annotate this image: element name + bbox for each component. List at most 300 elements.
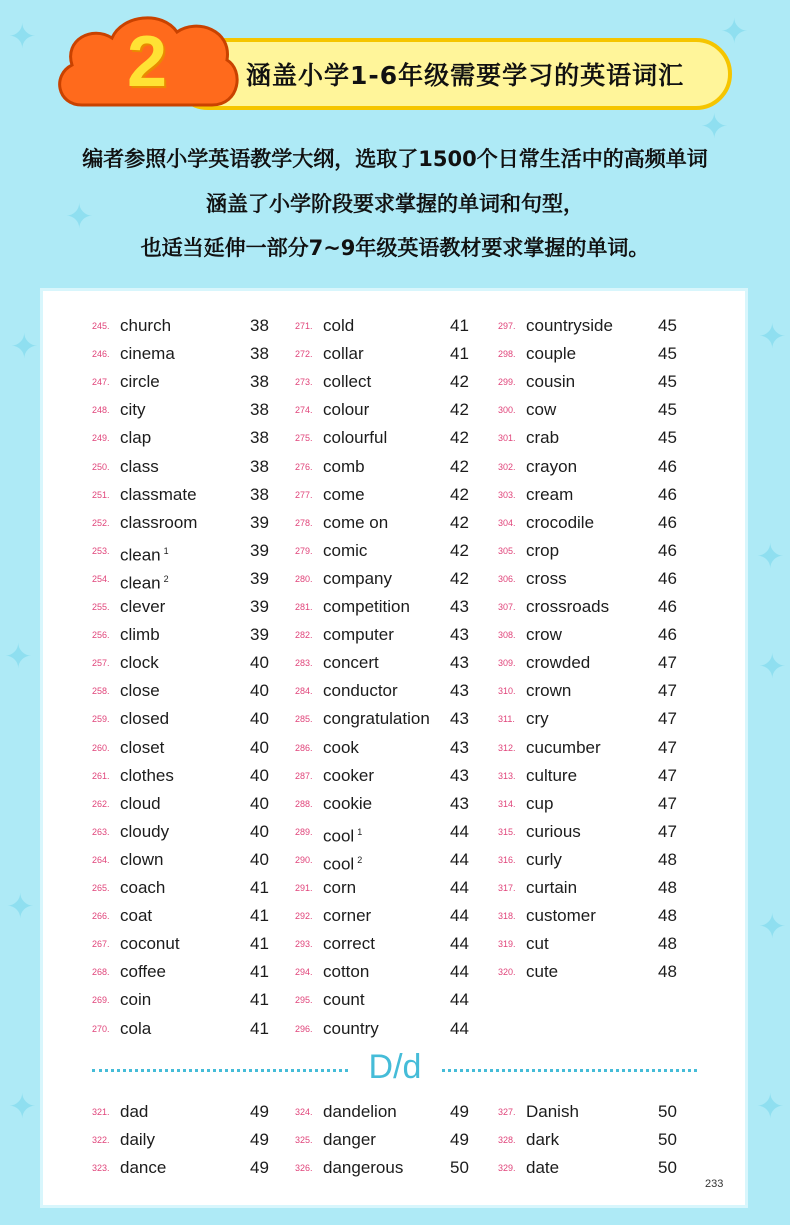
word-index: 326. (295, 1163, 313, 1174)
word-index: 296. (295, 1023, 313, 1034)
word-label: cooker (323, 765, 375, 785)
word-list-item (498, 312, 698, 340)
word-text (323, 902, 371, 930)
word-index: 327. (498, 1107, 516, 1117)
word-text (526, 790, 553, 818)
word-label: daily (120, 1130, 155, 1150)
word-text (120, 705, 169, 733)
sparkle-icon: ✦ (756, 1087, 785, 1127)
word-index: 292. (295, 911, 313, 922)
word-index: 256. (92, 630, 110, 641)
word-text (323, 312, 354, 340)
word-text (526, 902, 596, 930)
word-list-item (498, 790, 698, 818)
word-label: crocodile (526, 512, 595, 532)
word-label: company (323, 568, 392, 588)
word-index: 322. (92, 1135, 110, 1146)
word-index: 323. (92, 1163, 110, 1174)
word-list-item (295, 649, 495, 677)
sparkle-icon: ✦ (65, 197, 94, 237)
word-text (323, 649, 379, 677)
word-index: 271. (295, 321, 313, 331)
section-title-banner (172, 38, 732, 110)
word-index: 293. (295, 939, 313, 950)
word-list-item (295, 874, 495, 902)
word-page-number: 40 (250, 709, 269, 729)
word-index: 302. (498, 461, 516, 472)
word-label: coffee (120, 962, 167, 982)
word-page-number: 43 (450, 737, 469, 757)
word-text (120, 481, 197, 509)
word-text (120, 1154, 166, 1182)
intro-line-1: 编者参照小学英语教学大纲，选取了1500个日常生活中的高频单词 (82, 147, 708, 171)
word-index: 273. (295, 377, 313, 388)
word-index: 301. (498, 433, 516, 444)
word-text (120, 1126, 155, 1154)
word-index: 320. (498, 967, 516, 978)
word-list-item (295, 846, 495, 874)
word-page-number: 45 (658, 400, 677, 420)
word-page-number: 50 (658, 1102, 677, 1121)
word-index: 270. (92, 1023, 110, 1034)
word-page-number: 38 (250, 456, 269, 476)
word-page-number: 39 (250, 512, 269, 532)
word-list-item (92, 424, 292, 452)
word-text (526, 424, 559, 452)
word-page-number: 43 (450, 709, 469, 729)
word-label: dark (526, 1130, 560, 1150)
word-list-item (92, 565, 292, 593)
word-list-item (498, 846, 698, 874)
word-text (526, 1126, 559, 1154)
word-page-number: 49 (250, 1102, 269, 1121)
word-index: 279. (295, 545, 313, 556)
word-label: congratulation (323, 709, 430, 729)
word-page-number: 45 (658, 372, 677, 392)
word-index: 268. (92, 967, 110, 978)
word-label: church (120, 316, 172, 335)
word-label: coat (120, 906, 153, 926)
word-page-number: 43 (450, 653, 469, 673)
word-index: 246. (92, 349, 110, 360)
word-text (323, 565, 392, 593)
word-label: cow (526, 400, 557, 420)
word-text (323, 1154, 403, 1182)
word-page-number: 38 (250, 428, 269, 448)
word-text (323, 424, 387, 452)
word-list-item (498, 762, 698, 790)
word-page-number: 41 (250, 934, 269, 954)
word-text (120, 621, 160, 649)
word-label: cut (526, 934, 549, 954)
word-list-item (295, 930, 495, 958)
section-divider-left (92, 1069, 348, 1072)
word-label: cousin (526, 372, 576, 392)
word-index: 245. (92, 321, 110, 331)
word-text (120, 734, 164, 762)
word-list-item (295, 509, 495, 537)
word-list-item (498, 958, 698, 986)
word-page-number: 46 (658, 512, 677, 532)
word-index: 312. (498, 742, 516, 753)
word-text (323, 930, 375, 958)
word-page-number: 38 (250, 372, 269, 392)
word-list-item (295, 593, 495, 621)
word-list-item (295, 986, 495, 1014)
word-index: 295. (295, 995, 313, 1006)
word-list-item (295, 396, 495, 424)
word-list-item (295, 762, 495, 790)
word-index: 259. (92, 714, 110, 725)
word-page-number: 44 (450, 906, 469, 926)
word-index: 303. (498, 489, 516, 500)
word-index: 274. (295, 405, 313, 416)
word-list-item (92, 677, 292, 705)
word-index: 263. (92, 826, 110, 837)
word-list-item (92, 705, 292, 733)
word-list-item (498, 1098, 698, 1126)
word-label: crop (526, 540, 560, 560)
word-label: comb (323, 456, 365, 476)
word-list-item (295, 1015, 495, 1043)
word-label: count (323, 990, 365, 1010)
word-index: 277. (295, 489, 313, 500)
word-list-item (92, 368, 292, 396)
word-text (526, 705, 549, 733)
word-index: 266. (92, 911, 110, 922)
word-label: comic (323, 540, 368, 560)
word-list-item (92, 621, 292, 649)
word-index: 249. (92, 433, 110, 444)
word-label: cry (526, 709, 549, 729)
word-index: 314. (498, 798, 516, 809)
sparkle-icon: ✦ (8, 17, 37, 57)
word-page-number: 40 (250, 653, 269, 673)
word-index: 269. (92, 995, 110, 1006)
word-label: crossroads (526, 597, 610, 616)
word-page-number: 40 (250, 737, 269, 757)
word-text (120, 453, 159, 481)
word-page-number: 49 (250, 1130, 269, 1150)
word-list-item (92, 481, 292, 509)
word-index: 276. (295, 461, 313, 472)
word-page-number: 42 (450, 568, 469, 588)
word-page-number: 39 (250, 597, 269, 616)
word-text (526, 481, 573, 509)
word-index: 247. (92, 377, 110, 388)
word-index: 325. (295, 1135, 313, 1146)
word-page-number: 40 (250, 681, 269, 701)
word-label: clean (120, 545, 161, 565)
word-index: 285. (295, 714, 313, 725)
word-sense-superscript: 2 (357, 854, 363, 865)
word-list-item (295, 424, 495, 452)
word-index: 258. (92, 686, 110, 697)
word-page-number: 44 (450, 1018, 469, 1038)
word-text (526, 818, 581, 846)
word-text (120, 509, 197, 537)
word-index: 281. (295, 602, 313, 612)
word-label: cold (323, 316, 355, 335)
word-page-number: 41 (250, 962, 269, 982)
word-text (323, 677, 398, 705)
word-label: close (120, 681, 160, 701)
word-index: 304. (498, 517, 516, 528)
word-text (526, 453, 577, 481)
section-number: 2 (126, 22, 168, 102)
word-list-item (295, 902, 495, 930)
word-list-item (92, 958, 292, 986)
word-label: crown (526, 681, 572, 701)
word-label: cucumber (526, 737, 601, 757)
word-list-item (498, 621, 698, 649)
word-text (526, 312, 613, 340)
word-page-number: 49 (450, 1102, 469, 1121)
word-text (120, 677, 160, 705)
word-index: 250. (92, 461, 110, 472)
word-list-item (498, 930, 698, 958)
word-page-number: 48 (658, 962, 677, 982)
word-list-item (92, 846, 292, 874)
word-page-number: 48 (658, 878, 677, 897)
word-label: crow (526, 625, 562, 645)
word-page-number: 46 (658, 456, 677, 476)
word-index: 262. (92, 798, 110, 809)
word-page-number: 43 (450, 793, 469, 813)
word-text (526, 958, 558, 986)
word-list-item (498, 874, 698, 902)
word-label: curious (526, 821, 581, 841)
word-label: cinema (120, 344, 175, 364)
word-index: 329. (498, 1163, 516, 1174)
word-list-item (498, 705, 698, 733)
word-list-item (498, 902, 698, 930)
word-index: 316. (498, 854, 516, 865)
word-page-number: 41 (250, 878, 269, 897)
word-label: cookie (323, 793, 373, 813)
word-page-number: 38 (250, 484, 269, 504)
word-index: 257. (92, 658, 110, 669)
word-page-number: 49 (250, 1158, 269, 1178)
word-text (120, 1098, 148, 1126)
word-index: 313. (498, 770, 516, 781)
word-index: 275. (295, 433, 313, 444)
sparkle-icon: ✦ (756, 537, 785, 577)
word-list-item (295, 1098, 495, 1126)
word-text (120, 958, 166, 986)
word-page-number: 41 (250, 990, 269, 1010)
word-label: cook (323, 737, 359, 757)
word-list-item (92, 874, 292, 902)
word-label: circle (120, 372, 160, 392)
word-index: 324. (295, 1107, 313, 1117)
word-label: customer (526, 906, 596, 926)
word-text (526, 565, 567, 593)
word-label: curly (526, 849, 562, 869)
word-text (526, 509, 594, 537)
word-label: coconut (120, 934, 180, 954)
word-text (323, 509, 388, 537)
word-page-number: 43 (450, 597, 469, 616)
word-list-item (295, 958, 495, 986)
word-index: 319. (498, 939, 516, 950)
word-label: dance (120, 1158, 167, 1178)
word-sense-superscript: 1 (163, 545, 169, 556)
word-index: 272. (295, 349, 313, 360)
word-label: classmate (120, 484, 197, 504)
word-index: 283. (295, 658, 313, 669)
word-text (120, 846, 163, 874)
sparkle-icon: ✦ (8, 1087, 37, 1127)
word-text (120, 930, 180, 958)
word-index: 307. (498, 602, 516, 612)
word-page-number: 49 (450, 1130, 469, 1150)
word-list-item (295, 621, 495, 649)
word-page-number: 41 (250, 906, 269, 926)
word-label: dandelion (323, 1102, 397, 1121)
section-title: 涵盖小学1-6年级需要学习的英语词汇 (246, 61, 685, 90)
word-page-number: 47 (658, 821, 677, 841)
word-list-item (498, 424, 698, 452)
sparkle-icon: ✦ (700, 107, 729, 147)
word-list-item (92, 1154, 292, 1182)
word-label: colourful (323, 428, 388, 448)
word-page-number: 45 (658, 344, 677, 364)
word-page-number: 48 (658, 906, 677, 926)
word-label: cotton (323, 962, 370, 982)
word-list-item (92, 537, 292, 565)
word-page-number: 40 (250, 793, 269, 813)
word-list-item (92, 762, 292, 790)
word-index: 310. (498, 686, 516, 697)
word-sense-superscript: 1 (357, 826, 363, 837)
word-label: danger (323, 1130, 376, 1150)
word-list-item (92, 649, 292, 677)
word-page-number: 38 (250, 316, 269, 335)
word-label: corn (323, 878, 357, 897)
word-list-item (295, 790, 495, 818)
word-label: coin (120, 990, 152, 1010)
word-list-item (92, 734, 292, 762)
word-page-number: 44 (450, 821, 469, 841)
word-page-number: 42 (450, 456, 469, 476)
word-page-number: 41 (450, 344, 469, 364)
word-text (323, 762, 374, 790)
word-label: climb (120, 625, 160, 645)
word-list-item (295, 734, 495, 762)
word-text (526, 874, 577, 902)
word-list-item (295, 453, 495, 481)
word-list-item (92, 1015, 292, 1043)
sparkle-icon: ✦ (4, 637, 33, 677)
word-list-item (92, 818, 292, 846)
word-label: cloudy (120, 821, 170, 841)
word-index: 309. (498, 658, 516, 669)
word-page-number: 40 (250, 765, 269, 785)
word-label: clap (120, 428, 152, 448)
word-label: conductor (323, 681, 398, 701)
word-index: 278. (295, 517, 313, 528)
word-text (323, 986, 365, 1014)
word-index: 252. (92, 517, 110, 528)
word-index: 298. (498, 349, 516, 360)
word-page-number: 44 (450, 849, 469, 869)
word-text (120, 312, 171, 340)
word-label: closed (120, 709, 170, 729)
word-list-item (92, 453, 292, 481)
word-page-number: 39 (250, 568, 269, 588)
word-list-item (498, 565, 698, 593)
word-page-number: 44 (450, 934, 469, 954)
word-list-item (92, 509, 292, 537)
word-label: couple (526, 344, 577, 364)
word-text (120, 424, 151, 452)
word-page-number: 43 (450, 625, 469, 645)
word-text (526, 621, 562, 649)
word-text (526, 593, 609, 621)
word-page-number: 47 (658, 681, 677, 701)
word-label: computer (323, 625, 394, 645)
word-page-number: 48 (658, 934, 677, 954)
word-text (323, 1098, 397, 1126)
word-text (120, 368, 160, 396)
word-list-item (498, 1126, 698, 1154)
word-page-number: 42 (450, 512, 469, 532)
word-page-number: 45 (658, 316, 677, 335)
word-list-item (92, 986, 292, 1014)
word-page-number: 44 (450, 990, 469, 1010)
word-label: corner (323, 906, 372, 926)
word-page-number: 44 (450, 962, 469, 982)
word-page-number: 39 (250, 625, 269, 645)
word-label: collar (323, 344, 364, 364)
word-text (526, 368, 575, 396)
word-page-number: 42 (450, 484, 469, 504)
word-page-number: 42 (450, 428, 469, 448)
word-list-item (498, 340, 698, 368)
word-text (120, 649, 159, 677)
word-index: 255. (92, 602, 110, 612)
word-page-number: 50 (658, 1130, 677, 1150)
word-text (120, 396, 146, 424)
word-text (323, 368, 371, 396)
word-label: competition (323, 597, 410, 616)
word-index: 290. (295, 854, 313, 865)
word-text (526, 734, 601, 762)
word-label: cup (526, 793, 554, 813)
word-page-number: 43 (450, 765, 469, 785)
sparkle-icon: ✦ (6, 887, 35, 927)
word-label: cloud (120, 793, 161, 813)
word-label: coach (120, 878, 166, 897)
word-list-item (92, 396, 292, 424)
word-page-number: 41 (450, 316, 469, 335)
section-header (52, 10, 742, 120)
word-label: clean (120, 573, 161, 593)
word-list-item (498, 593, 698, 621)
word-label: countryside (526, 316, 613, 335)
word-page-number: 40 (250, 821, 269, 841)
word-list-item (498, 481, 698, 509)
word-page-number: 46 (658, 484, 677, 504)
word-page-number: 41 (250, 1018, 269, 1038)
word-label: cola (120, 1018, 152, 1038)
word-label: culture (526, 765, 578, 785)
word-list-item (498, 1154, 698, 1182)
word-index: 251. (92, 489, 110, 500)
word-text (323, 874, 356, 902)
word-list-item (92, 790, 292, 818)
